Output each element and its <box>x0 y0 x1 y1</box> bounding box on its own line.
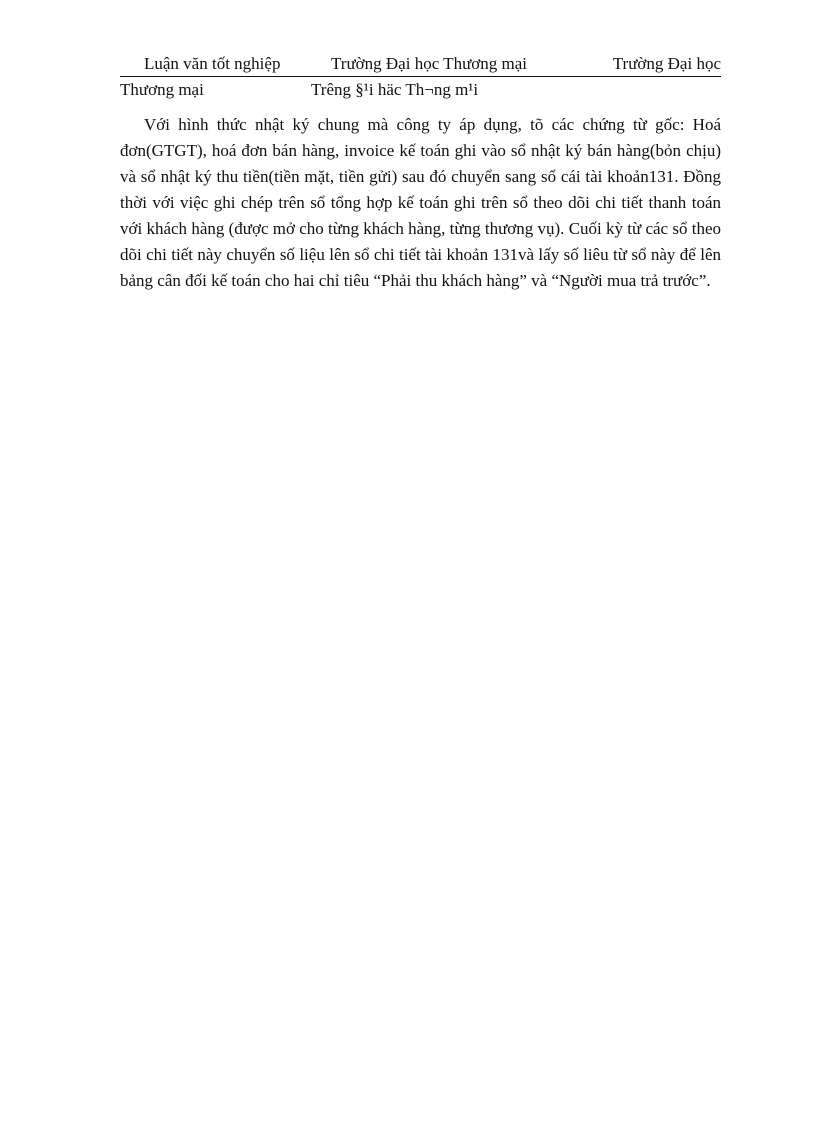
header-line-1 <box>120 52 721 77</box>
body-paragraph: Với hình thức nhật ký chung mà công ty áp dụng, tõ các chứng từ gốc: Hoá đơn(GTGT), hoá đơn bán hàng, invoice kế toán ghi vào sổ nhật ký bán hàng(bỏn chịu) và sổ nhật ký thu tiền(tiền mặt, tiền gửi) sau đó chuyển sang sổ cái tài khoản131. Đồng thời với việc ghi chép trên sổ tổng hợp kế toán ghi trên sổ theo dõi chi tiết thanh toán với khách hàng (được mở cho từng khách hàng, từng thương vụ). Cuối kỳ từ các sổ theo dõi chi tiết này chuyển số liệu lên sổ chi tiết tài khoản 131và lấy số liêu từ sổ này để lên bảng cân đối kế toán cho hai chỉ tiêu “Phải thu khách hàng” và “Người mua trả trước”. <box>120 115 721 290</box>
legacy-encoded-school-name: Trêng §¹i häc Th¬ng m¹i <box>311 80 479 99</box>
school-name-cont: Thương mại <box>120 80 204 99</box>
thesis-label: Luận văn tốt nghiệp <box>144 54 281 73</box>
school-name-1: Trường Đại học Thương mại <box>331 54 528 73</box>
school-name-2: Trường Đại học <box>612 54 721 73</box>
page-header <box>120 52 721 103</box>
header-line-2 <box>120 77 721 103</box>
